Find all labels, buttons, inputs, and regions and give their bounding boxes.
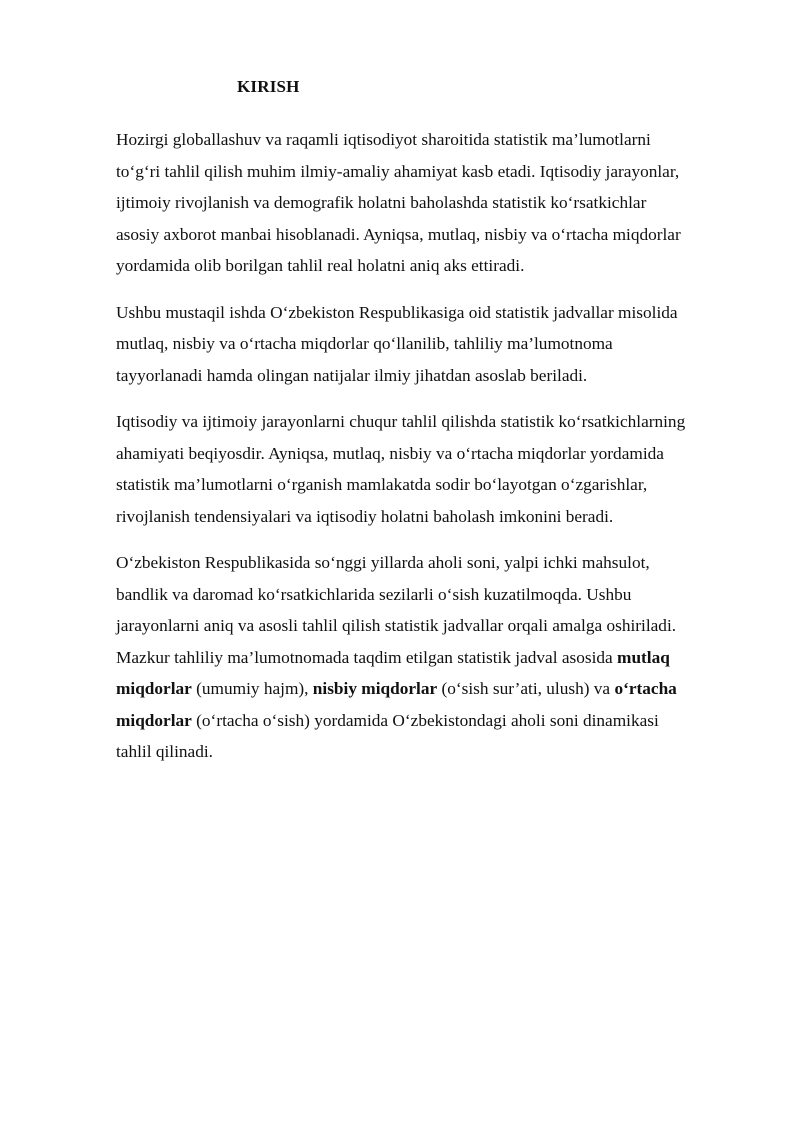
text-line: yordamida olib borilgan tahlil real holatni aniq aks ettiradi.: [116, 256, 525, 275]
paragraph-intro: [116, 124, 738, 282]
text-line: tahlil qilinadi.: [116, 742, 213, 761]
bold-term: mutlaq: [617, 647, 670, 667]
text-line: ahamiyati beqiyosdir. Ayniqsa, mutlaq, nisbiy va o‘rtacha miqdorlar yordamida: [116, 443, 664, 463]
text-line: jarayonlarni aniq va asosli tahlil qilish statistik jadvallar orqali amalga oshiriladi.: [116, 616, 677, 635]
text-line: [116, 705, 738, 737]
paragraph-analysis: [116, 547, 738, 768]
text-line: rivojlanish tendensiyalari va iqtisodiy holatni baholash imkonini beradi.: [116, 506, 614, 526]
text-line: [116, 642, 738, 674]
text-run: (umumiy hajm),: [191, 679, 313, 698]
text-line: Iqtisodiy va ijtimoiy jarayonlarni chuqur tahlil qilishda statistik ko‘rsatkichlarning: [116, 412, 686, 431]
bold-term: nisbiy miqdorlar: [312, 679, 438, 698]
paragraph-importance: [116, 406, 738, 532]
text-line: O‘zbekiston Respublikasida so‘nggi yillarda aholi soni, yalpi ichki mahsulot,: [116, 553, 650, 572]
text-line: bandlik va daromad ko‘rsatkichlarida sezilarli o‘sish kuzatilmoqda. Ushbu: [116, 584, 632, 604]
text-line: Hozirgi globallashuv va raqamli iqtisodiyot sharoitida statistik ma’lumotlarni: [116, 130, 651, 149]
text-line: statistik ma’lumotlarni o‘rganish mamlakatda sodir bo‘layotgan o‘zgarishlar,: [116, 475, 648, 494]
text-run: (o‘rtacha o‘sish) yordamida O‘zbekistondagi aholi soni dinamikasi: [191, 710, 659, 730]
text-line: to‘g‘ri tahlil qilish muhim ilmiy-amaliy ahamiyat kasb etadi. Iqtisodiy jarayonlar,: [116, 161, 680, 181]
bold-term: miqdorlar: [116, 710, 192, 730]
text-run: (o‘sish sur’ati, ulush) va: [437, 679, 615, 698]
text-line: tayyorlanadi hamda olingan natijalar ilmiy jihatdan asoslab beriladi.: [116, 365, 588, 385]
text-line: asosiy axborot manbai hisoblanadi. Ayniqsa, mutlaq, nisbiy va o‘rtacha miqdorlar: [116, 224, 681, 244]
bold-term: o‘rtacha: [614, 679, 677, 698]
text-line: Ushbu mustaqil ishda O‘zbekiston Respublikasiga oid statistik jadvallar misolida: [116, 302, 678, 322]
text-line: [116, 673, 738, 705]
section-heading: KIRISH: [237, 77, 300, 96]
text-line: mutlaq, nisbiy va o‘rtacha miqdorlar qo‘llanilib, tahliliy ma’lumotnoma: [116, 334, 613, 353]
bold-term: miqdorlar: [116, 679, 192, 698]
text-line: ijtimoiy rivojlanish va demografik holatni baholashda statistik ko‘rsatkichlar: [116, 193, 647, 212]
paragraph-purpose: [116, 297, 738, 392]
document-body: [116, 124, 738, 783]
text-run: Mazkur tahliliy ma’lumotnomada taqdim etilgan statistik jadval asosida: [116, 647, 618, 667]
